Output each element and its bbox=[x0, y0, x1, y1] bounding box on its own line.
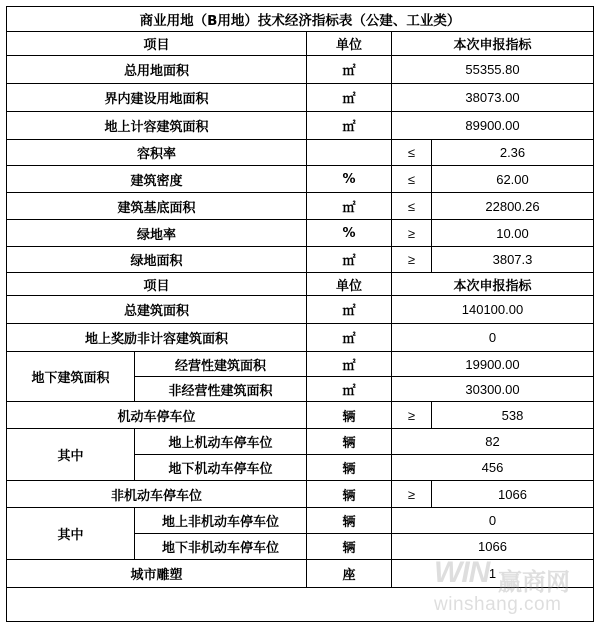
row-label: 绿地率 bbox=[7, 220, 307, 247]
row-operator: ≤ bbox=[392, 193, 432, 220]
row-label: 机动车停车位 bbox=[7, 402, 307, 429]
watermark-brand: WIN bbox=[434, 556, 490, 589]
group-label-underground: 地下建筑面积 bbox=[7, 352, 135, 402]
row-value: 1 bbox=[392, 560, 593, 588]
row-operator: ≥ bbox=[392, 220, 432, 247]
row-value: 62.00 bbox=[432, 166, 593, 193]
row-value: 1066 bbox=[432, 481, 593, 508]
row-unit: % bbox=[307, 220, 392, 247]
header-value: 本次申报指标 bbox=[392, 273, 593, 296]
row-label: 地上计容建筑面积 bbox=[7, 112, 307, 140]
row-value: 456 bbox=[392, 455, 593, 481]
row-label: 地下非机动车停车位 bbox=[135, 534, 307, 560]
watermark-url: winshang.com bbox=[434, 594, 562, 615]
group-label-bike: 其中 bbox=[7, 508, 135, 560]
row-label: 城市雕塑 bbox=[7, 560, 307, 588]
row-operator: ≥ bbox=[392, 247, 432, 273]
row-label: 绿地面积 bbox=[7, 247, 307, 273]
row-unit: ㎡ bbox=[307, 56, 392, 84]
row-unit: ㎡ bbox=[307, 193, 392, 220]
header-unit: 单位 bbox=[307, 273, 392, 296]
watermark-logo bbox=[434, 556, 590, 622]
row-value: 30300.00 bbox=[392, 377, 593, 402]
row-label: 经营性建筑面积 bbox=[135, 352, 307, 377]
row-label: 建筑密度 bbox=[7, 166, 307, 193]
row-value: 2.36 bbox=[432, 140, 593, 166]
row-label: 地上机动车停车位 bbox=[135, 429, 307, 455]
watermark-cn: 赢商网 bbox=[498, 568, 570, 596]
row-label: 非机动车停车位 bbox=[7, 481, 307, 508]
row-unit: 辆 bbox=[307, 455, 392, 481]
row-unit: ㎡ bbox=[307, 377, 392, 402]
row-unit: % bbox=[307, 166, 392, 193]
row-value: 10.00 bbox=[432, 220, 593, 247]
row-unit: 辆 bbox=[307, 402, 392, 429]
row-value: 22800.26 bbox=[432, 193, 593, 220]
row-label: 界内建设用地面积 bbox=[7, 84, 307, 112]
row-unit: ㎡ bbox=[307, 112, 392, 140]
header-unit: 单位 bbox=[307, 32, 392, 56]
row-label: 总建筑面积 bbox=[7, 296, 307, 324]
row-label: 建筑基底面积 bbox=[7, 193, 307, 220]
row-unit: 辆 bbox=[307, 534, 392, 560]
header-value: 本次申报指标 bbox=[392, 32, 593, 56]
row-unit: 座 bbox=[307, 560, 392, 588]
row-unit: ㎡ bbox=[307, 84, 392, 112]
row-value: 19900.00 bbox=[392, 352, 593, 377]
row-unit: ㎡ bbox=[307, 324, 392, 352]
group-label-car: 其中 bbox=[7, 429, 135, 481]
row-operator: ≤ bbox=[392, 166, 432, 193]
row-label: 地上非机动车停车位 bbox=[135, 508, 307, 534]
table-title: 商业用地（B用地）技术经济指标表（公建、工业类） bbox=[7, 7, 593, 32]
row-operator: ≥ bbox=[392, 481, 432, 508]
row-value: 0 bbox=[392, 508, 593, 534]
row-value: 0 bbox=[392, 324, 593, 352]
row-value: 3807.3 bbox=[432, 247, 593, 273]
row-value: 538 bbox=[432, 402, 593, 429]
row-label: 容积率 bbox=[7, 140, 307, 166]
row-operator: ≤ bbox=[392, 140, 432, 166]
header-item: 项目 bbox=[7, 32, 307, 56]
row-unit: ㎡ bbox=[307, 296, 392, 324]
row-unit: 辆 bbox=[307, 481, 392, 508]
row-label: 非经营性建筑面积 bbox=[135, 377, 307, 402]
row-unit: ㎡ bbox=[307, 352, 392, 377]
row-unit bbox=[307, 140, 392, 166]
row-value: 89900.00 bbox=[392, 112, 593, 140]
row-unit: 辆 bbox=[307, 508, 392, 534]
header-item: 项目 bbox=[7, 273, 307, 296]
row-label: 总用地面积 bbox=[7, 56, 307, 84]
row-unit: 辆 bbox=[307, 429, 392, 455]
row-value: 140100.00 bbox=[392, 296, 593, 324]
row-value: 82 bbox=[392, 429, 593, 455]
row-value: 1066 bbox=[392, 534, 593, 560]
row-label: 地上奖励非计容建筑面积 bbox=[7, 324, 307, 352]
row-value: 55355.80 bbox=[392, 56, 593, 84]
row-operator: ≥ bbox=[392, 402, 432, 429]
row-value: 38073.00 bbox=[392, 84, 593, 112]
row-label: 地下机动车停车位 bbox=[135, 455, 307, 481]
row-unit: ㎡ bbox=[307, 247, 392, 273]
indicator-table bbox=[6, 6, 594, 622]
